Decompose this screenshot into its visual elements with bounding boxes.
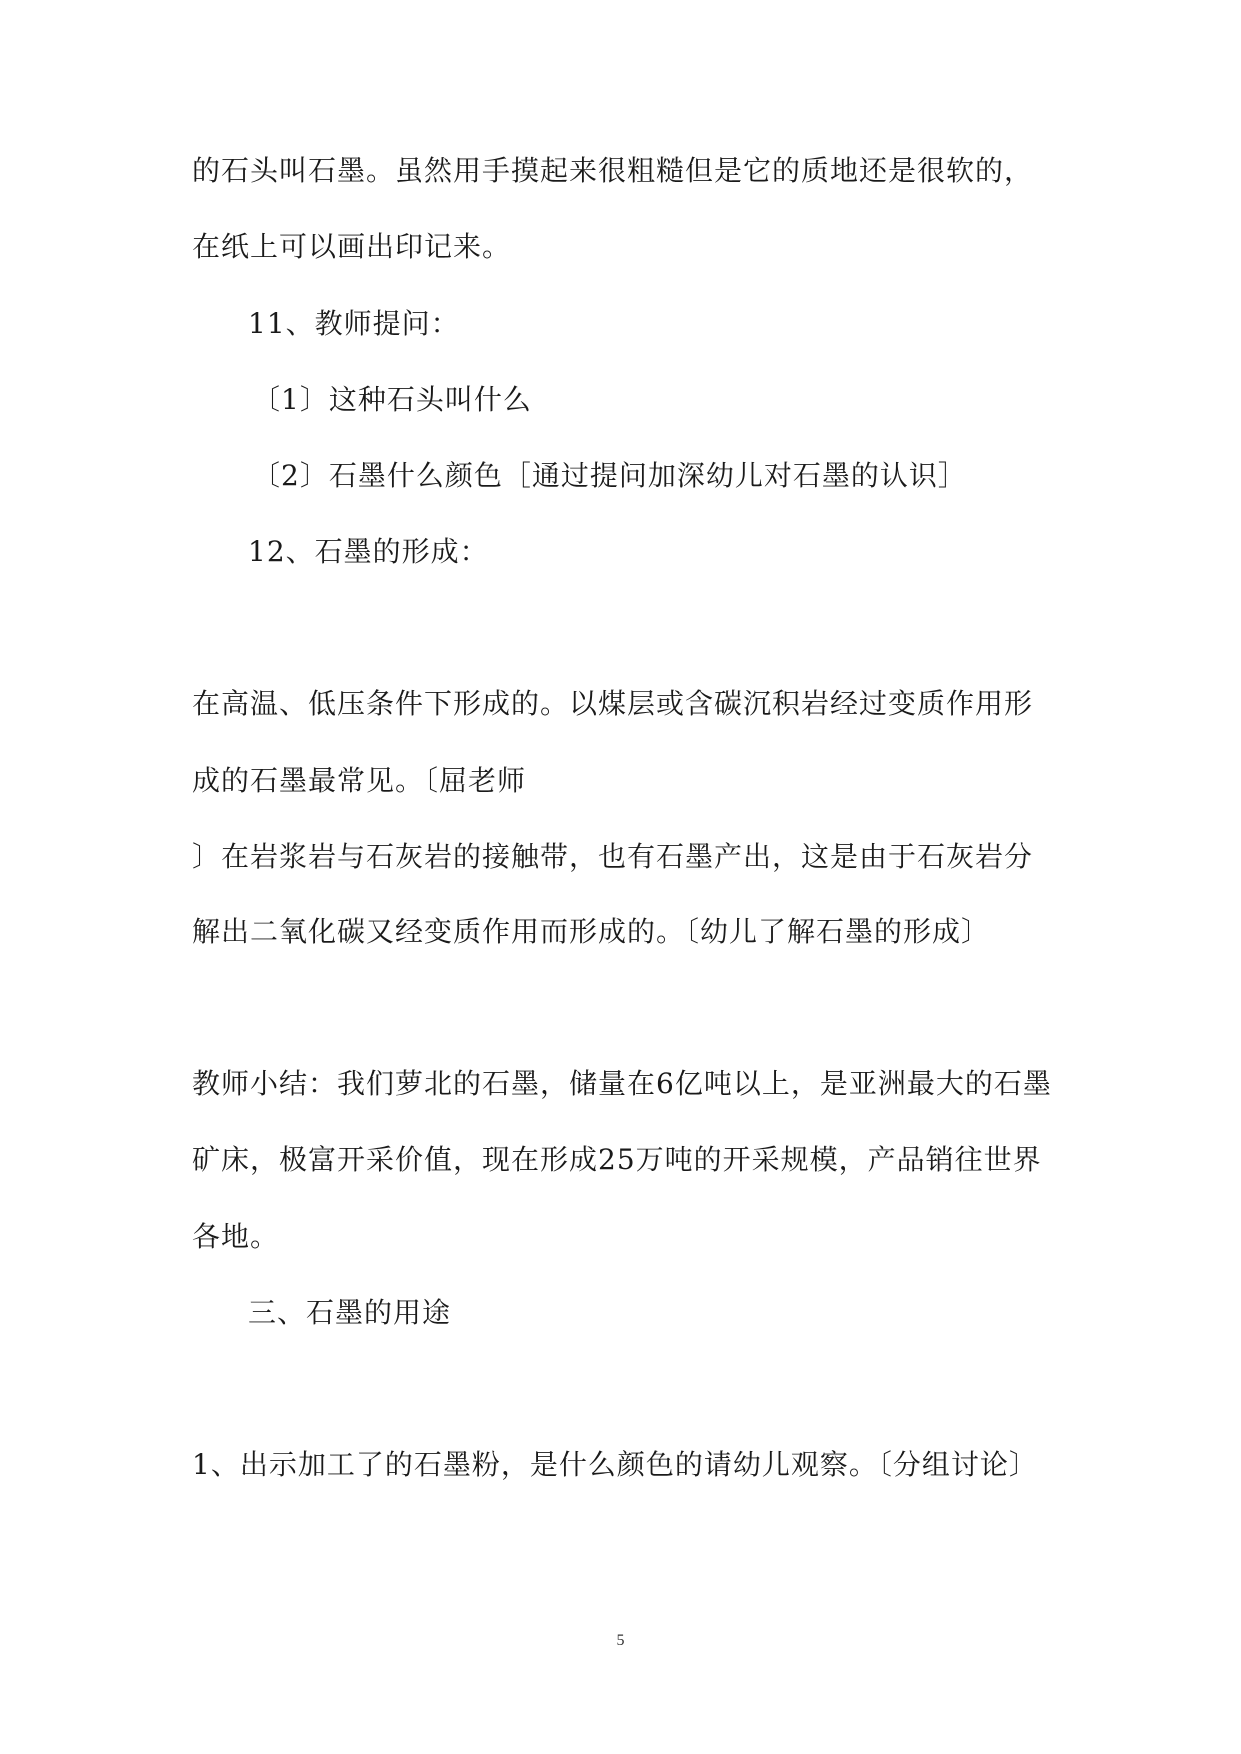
text-line: 解出二氧化碳又经变质作用而形成的。〔幼儿了解石墨的形成〕: [192, 915, 991, 948]
text-line: 〔2〕石墨什么颜色［通过提问加深幼儿对石墨的认识］: [252, 459, 967, 492]
text-line: 在纸上可以画出印记来。: [192, 230, 512, 263]
text-line: 的石头叫石墨。虽然用手摸起来很粗糙但是它的质地还是很软的，: [192, 154, 1034, 187]
text-line: 1、出示加工了的石墨粉，是什么颜色的请幼儿观察。〔分组讨论〕: [192, 1448, 1038, 1481]
text-line: 在高温、低压条件下形成的。以煤层或含碳沉积岩经过变质作用形: [192, 687, 1034, 720]
text-line: 各地。: [192, 1220, 280, 1253]
page-number: 5: [616, 1632, 625, 1649]
text-line: 成的石墨最常见。〔屈老师: [192, 764, 527, 797]
text-line: 12、石墨的形成：: [248, 535, 489, 568]
text-line: 〕在岩浆岩与石灰岩的接触带，也有石墨产出，这是由于石灰岩分: [192, 840, 1034, 873]
text-line: 〔1〕这种石头叫什么: [252, 383, 532, 416]
text-line: 教师小结：我们萝北的石墨，储量在6亿吨以上，是亚洲最大的石墨: [192, 1067, 1052, 1100]
text-line: 三、石墨的用途: [248, 1296, 452, 1329]
text-line: 11、教师提问：: [248, 307, 460, 340]
text-line: 矿床，极富开采价值，现在形成25万吨的开采规模，产品销往世界: [192, 1143, 1042, 1176]
